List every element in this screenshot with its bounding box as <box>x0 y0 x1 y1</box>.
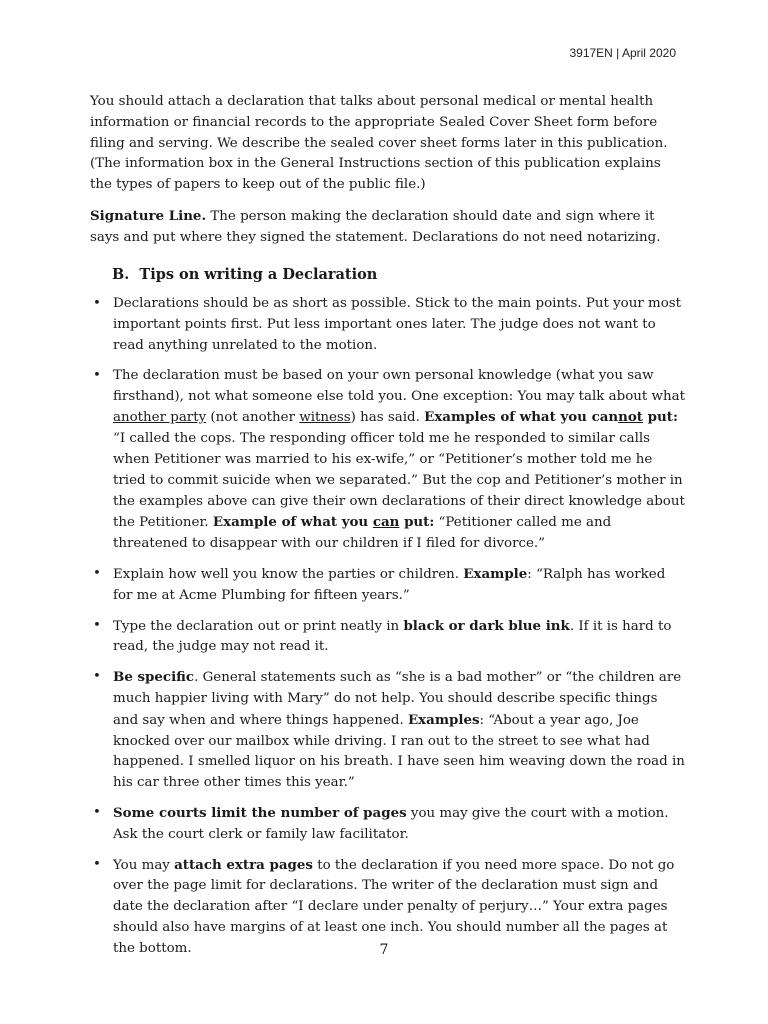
list-item <box>90 803 685 846</box>
list-item <box>90 366 685 555</box>
bullet-icon: • <box>93 669 101 685</box>
bullet-icon: • <box>93 804 101 820</box>
tips-list <box>90 294 685 959</box>
list-item <box>90 616 685 659</box>
tip-text: Explain how well you know the parties or children. <box>113 566 464 582</box>
section-heading: B. Tips on writing a Declaration <box>112 265 378 283</box>
signature-line-paragraph <box>90 206 685 249</box>
bold-phrase: Be specific <box>113 669 195 686</box>
page-header: 3917EN | April 2020 <box>569 46 676 60</box>
bold-phrase: Example <box>463 565 528 582</box>
page-number: 7 <box>379 942 389 958</box>
bold-phrase: attach extra pages <box>174 856 313 873</box>
tip-text: to the declaration if you need more space. Do not go over the page limit for declarations. The writer of the declaration must sign and date the declaration after “I declare under penalty of perjury…” Your extra pages should also have margins of at least one inch. You should number all the pages at the bottom. <box>113 857 675 956</box>
list-item <box>90 564 685 607</box>
tip-text: Declarations should be as short as possible. Stick to the main points. Put your most important points first. Put less important ones later. The judge does not want to read anything unrelated to the motion. <box>113 296 682 353</box>
tip-text: ) has said. <box>350 410 425 426</box>
tip-text: . If it is hard to read, the judge may not read it. <box>113 618 672 655</box>
bold-phrase: Examples <box>407 711 480 728</box>
list-item <box>90 667 685 794</box>
document-body <box>90 92 685 968</box>
bold-phrase: Examples of what you can <box>424 409 619 426</box>
tip-text: “I called the cops. The responding officer told me he responded to similar calls when Petitioner was married to his ex-wife,” or “Petitioner’s mother told me he tried to commit suicide when we separated.” But the cop and Petitioner’s mother in the examples above can give their own declarations of their direct knowledge about the Petitioner. <box>113 431 685 531</box>
tip-text: Type the declaration out or print neatly in <box>113 618 404 634</box>
bold-phrase: Example of what you <box>212 514 373 531</box>
signature-line-text: The person making the declaration should date and sign where it says and put where they signed the statement. Declarations do not need notarizing. <box>90 208 661 245</box>
bullet-icon: • <box>93 367 101 383</box>
tip-text: : “Ralph has worked for me at Acme Plumbing for fifteen years.” <box>113 566 666 603</box>
tip-text: The declaration must be based on your own personal knowledge (what you saw firsthand), not what someone else told you. One exception: You may talk about what <box>113 367 685 404</box>
bullet-icon: • <box>93 617 101 633</box>
tip-text: “Petitioner called me and threatened to disappear with our children if I filed for divorce.” <box>113 515 612 552</box>
underlined-term: witness <box>299 410 351 426</box>
bold-underlined-term: can <box>372 514 400 531</box>
bullet-icon: • <box>93 565 101 581</box>
bullet-icon: • <box>93 856 101 872</box>
bold-phrase: black or dark blue ink <box>403 617 570 634</box>
bold-underlined-term: not <box>618 409 643 426</box>
tip-text: : “About a year ago, Joe knocked over our mailbox while driving. I ran out to the street to see what had happened. I smelled liquor on his breath. I have seen him weaving down the road in his car three other times this year.” <box>113 712 685 791</box>
tip-text: (not another <box>206 410 300 426</box>
bold-phrase: put: <box>643 409 678 426</box>
bullet-icon: • <box>93 296 101 312</box>
bold-phrase: Some courts limit the number of pages <box>113 804 407 821</box>
tip-text: . General statements such as “she is a bad mother” or “the children are much happier living with Mary” do not help. You should describe specific things and say when and where things happened. <box>113 670 682 728</box>
bold-phrase: put: <box>399 514 435 531</box>
list-item <box>90 294 685 356</box>
tip-text: You may <box>113 857 175 873</box>
signature-line-label: Signature Line. <box>90 207 207 224</box>
tip-text: you may give the court with a motion. Ask the court clerk or family law facilitator. <box>113 805 669 842</box>
intro-paragraph: You should attach a declaration that talks about personal medical or mental health information or financial records to the appropriate Sealed Cover Sheet form before filing and serving. We describe the sealed cover sheet forms later in this publication. (The information box in the General Instructions section of this publication explains the types of papers to keep out of the public file.) <box>90 94 668 193</box>
underlined-term: another party <box>113 410 207 426</box>
